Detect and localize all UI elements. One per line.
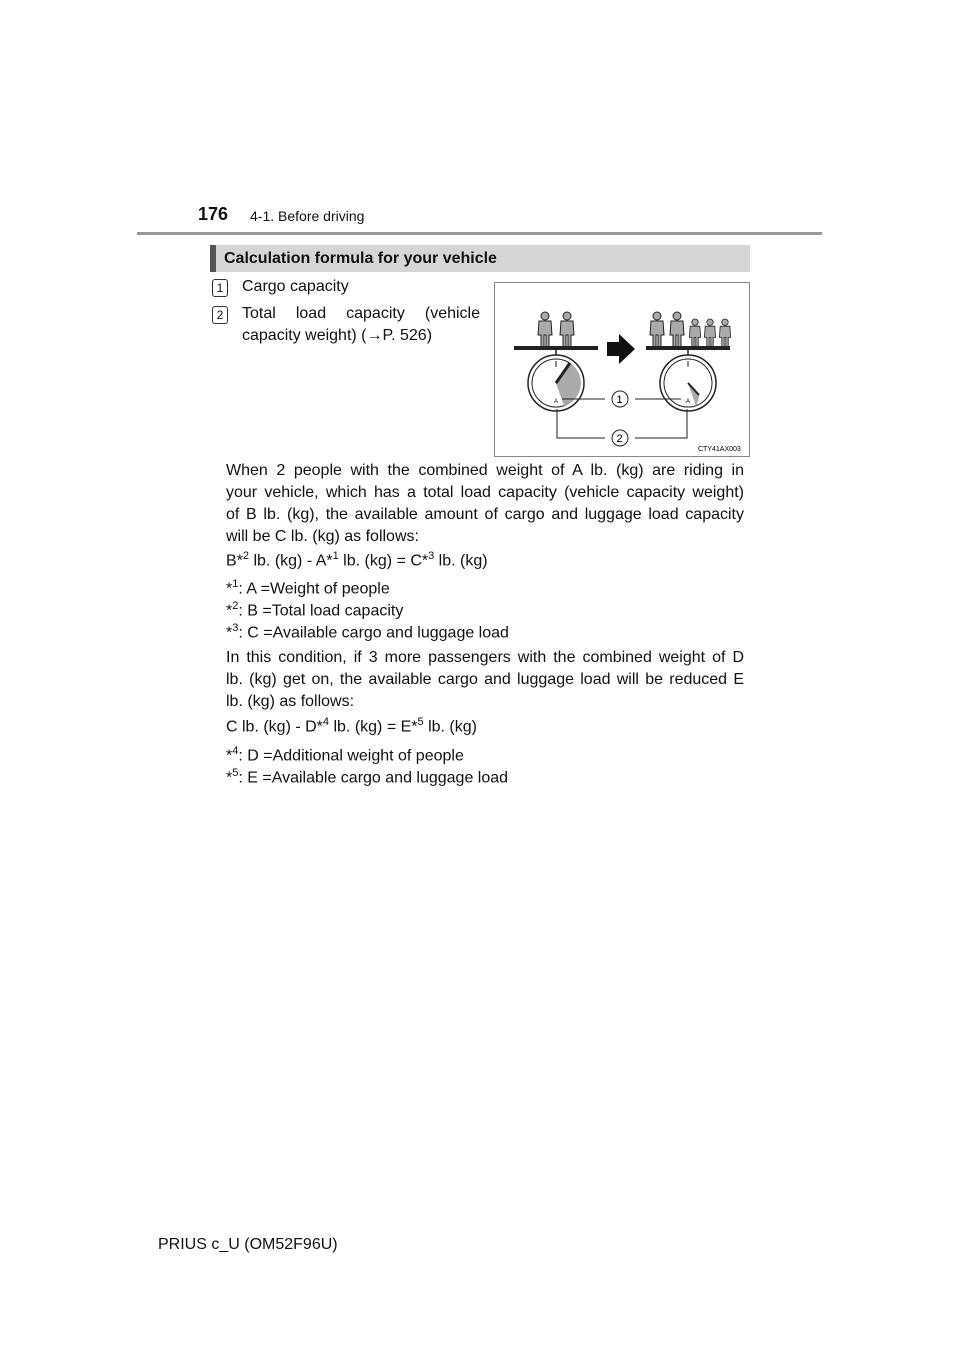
platform-left — [514, 346, 598, 350]
gauge-left-mark: A — [554, 399, 559, 405]
footnote-sup: 3 — [232, 622, 239, 634]
callout-1: 1 — [616, 394, 623, 406]
formula-1 — [226, 550, 488, 570]
formula-1-part: lb. (kg) - A* — [249, 552, 333, 570]
formula-1-part: lb. (kg) = C* — [338, 552, 429, 570]
footnote-sup: 5 — [232, 767, 239, 779]
formula-1-part: lb. (kg) — [434, 552, 488, 570]
paragraph-2-line: lb. (kg) get on, the available cargo and luggage load will be reduced E — [226, 671, 744, 688]
formula-2-part: lb. (kg) — [423, 718, 477, 736]
formula-1-sup: 3 — [428, 550, 435, 562]
formula-2-part: C lb. (kg) - D* — [226, 718, 323, 736]
paragraph-1-line: your vehicle, which has a total load capacity (vehicle capacity weight) — [226, 484, 744, 501]
arrow-right-icon — [607, 334, 635, 364]
footnote-text: : E =Available cargo and luggage load — [238, 769, 509, 787]
footnote-2 — [226, 600, 403, 620]
footnote-star: * — [226, 580, 233, 598]
footnote-text: : C =Available cargo and luggage load — [238, 624, 509, 642]
footnote-4 — [226, 745, 464, 765]
formula-2-sup: 4 — [322, 716, 330, 728]
gauge-right-mark: A — [686, 399, 691, 405]
footnote-text: : B =Total load capacity — [238, 602, 404, 620]
paragraph-1-line: will be C lb. (kg) as follows: — [226, 528, 419, 545]
gauge-left-icon — [528, 355, 584, 411]
gauge-right-icon — [660, 355, 716, 411]
item-text-1: Cargo capacity — [242, 278, 349, 295]
item-text-2-line1: Total load capacity (vehicle — [242, 305, 480, 322]
footnote-sup: 4 — [232, 745, 239, 757]
footnote-text: : A =Weight of people — [238, 580, 390, 598]
callout-2: 2 — [616, 433, 623, 445]
footnote-1 — [226, 578, 390, 598]
footnote-3 — [226, 622, 509, 642]
people-right — [650, 312, 731, 347]
figure-code: CTY41AX003 — [698, 446, 741, 453]
page-number: 176 — [198, 204, 229, 224]
paragraph-2 — [226, 647, 744, 713]
formula-2-part: lb. (kg) = E* — [329, 718, 418, 736]
paragraph-1-line: When 2 people with the combined weight of A lb. (kg) are riding in — [226, 462, 744, 479]
formula-1-sup: 1 — [332, 550, 339, 562]
footnote-star: * — [226, 747, 233, 765]
footnote-5 — [226, 767, 508, 787]
load-illustration — [495, 283, 749, 456]
footnote-sup: 2 — [232, 600, 239, 612]
paragraph-1-line: of B lb. (kg), the available amount of cargo and luggage load capacity — [226, 506, 744, 523]
platform-right — [646, 346, 730, 350]
footnote-sup: 1 — [232, 578, 239, 590]
section-heading: Calculation formula for your vehicle — [210, 245, 750, 272]
footnote-star: * — [226, 624, 233, 642]
section-title: 4-1. Before driving — [250, 208, 365, 224]
footnote-star: * — [226, 769, 233, 787]
paragraph-2-line: lb. (kg) as follows: — [226, 693, 355, 710]
item-text-2-line2: capacity weight) (→P. 526) — [242, 327, 433, 344]
footer-model-code: PRIUS c_U (OM52F96U) — [158, 1236, 338, 1253]
item-badge-2: 2 — [212, 306, 228, 324]
item-badge-1: 1 — [212, 279, 228, 297]
people-left — [538, 312, 574, 347]
footnote-star: * — [226, 602, 233, 620]
formula-2 — [226, 716, 477, 736]
header-rule — [137, 232, 822, 235]
formula-2-sup: 5 — [417, 716, 424, 728]
paragraph-1 — [226, 460, 744, 548]
formula-1-part: B* — [226, 552, 243, 570]
load-capacity-figure — [494, 282, 750, 457]
paragraph-2-line: In this condition, if 3 more passengers with the combined weight of D — [226, 649, 744, 666]
footnote-text: : D =Additional weight of people — [238, 747, 464, 765]
formula-1-sup: 2 — [242, 550, 250, 562]
